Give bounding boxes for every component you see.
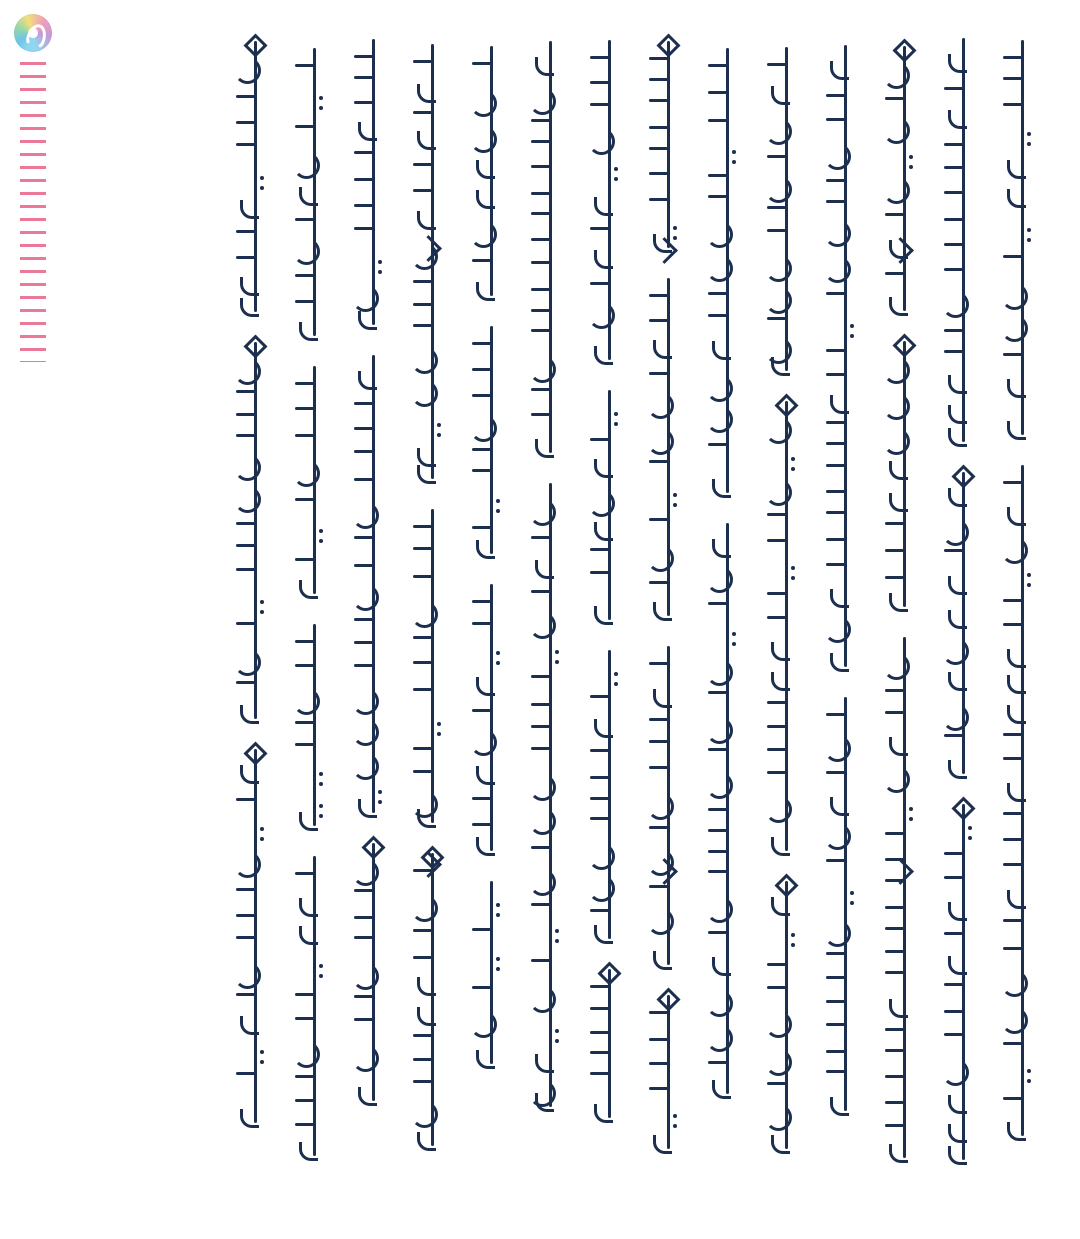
text-column-glyphs — [816, 34, 875, 1209]
watermark-brand-text — [20, 62, 46, 362]
text-column-glyphs — [285, 34, 344, 1209]
text-column-glyphs — [344, 34, 403, 1209]
watermark-block — [8, 14, 78, 414]
text-column-glyphs — [875, 34, 934, 1209]
text-column-glyphs — [580, 34, 639, 1209]
mongolian-text-body — [92, 34, 1052, 1209]
text-column-glyphs — [934, 34, 993, 1209]
text-column-glyphs — [403, 34, 462, 1209]
text-column-glyphs — [757, 34, 816, 1209]
rainbow-spiral-logo-icon — [14, 14, 52, 52]
text-column-glyphs — [639, 34, 698, 1209]
text-column-glyphs — [993, 34, 1052, 1209]
text-column-glyphs — [698, 34, 757, 1209]
text-column-glyphs — [226, 34, 285, 1209]
text-column-glyphs — [521, 34, 580, 1209]
text-column-glyphs — [462, 34, 521, 1209]
